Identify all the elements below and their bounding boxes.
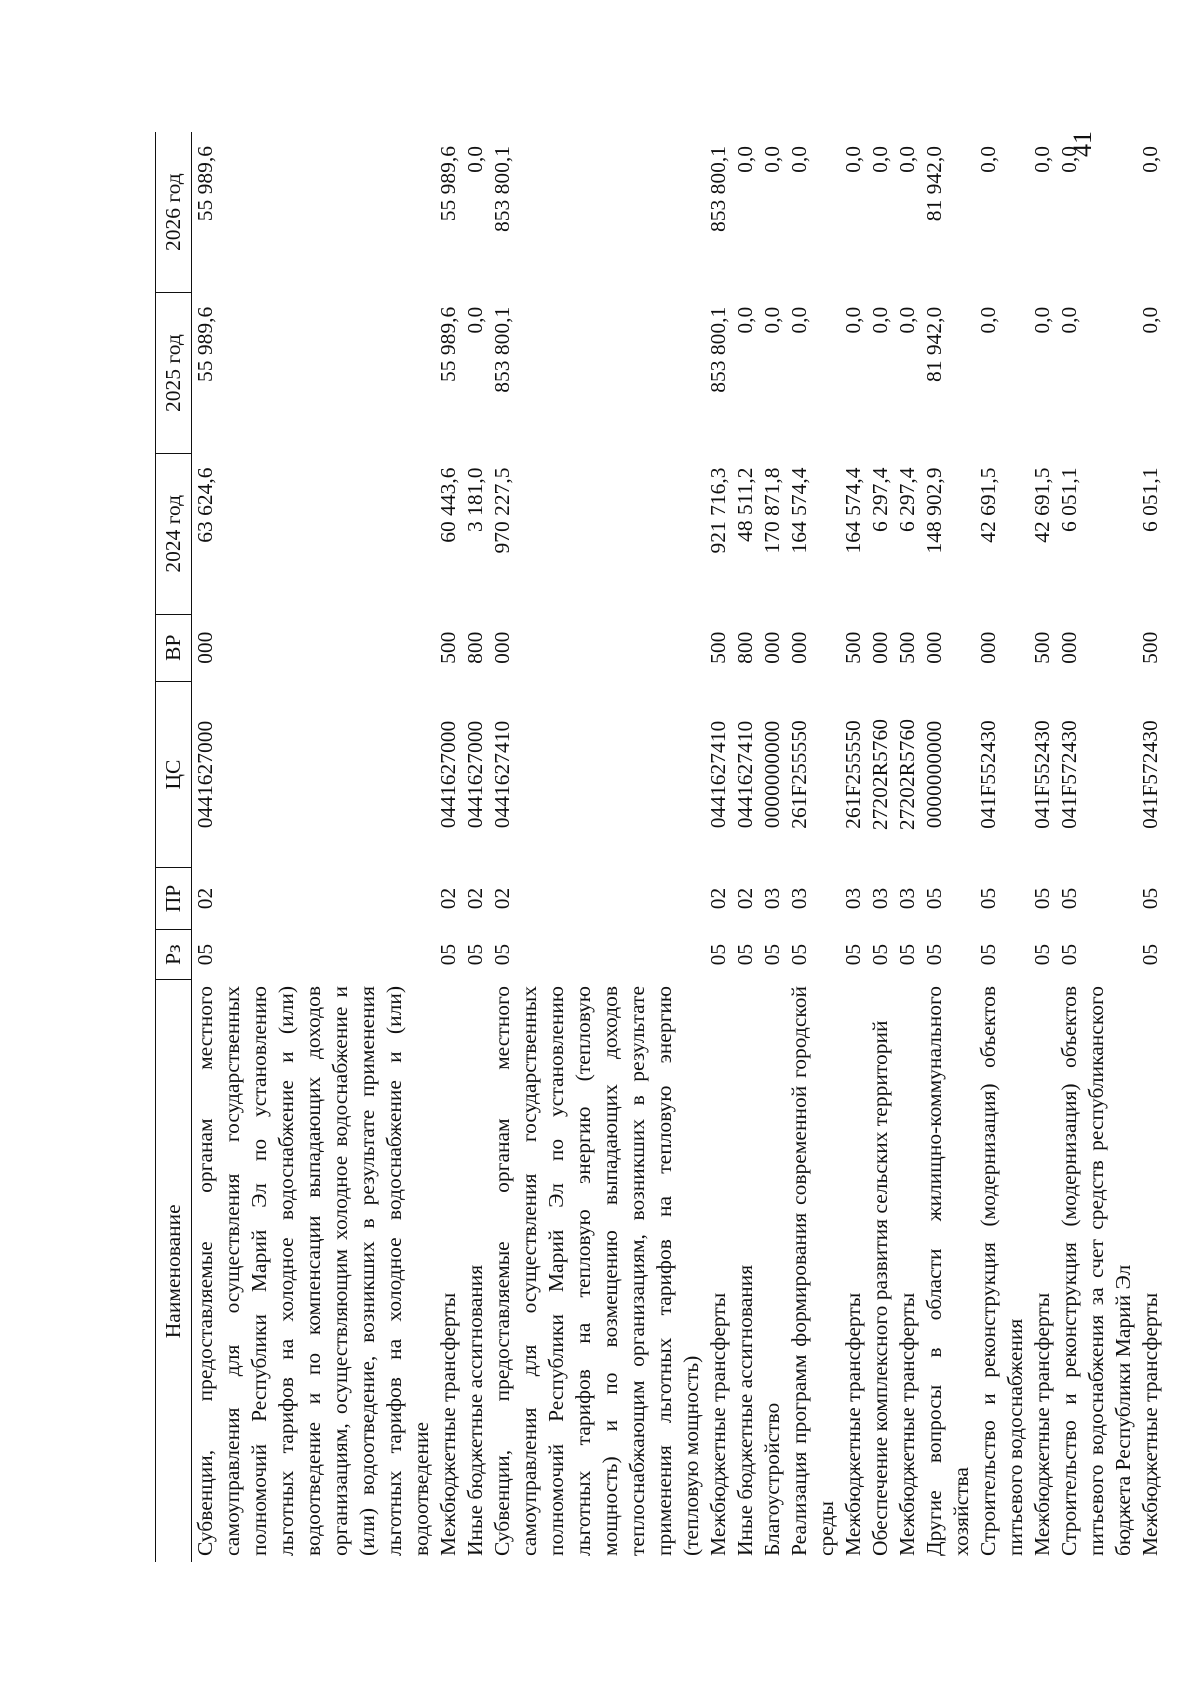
- cell-rz: 05: [1138, 943, 1162, 966]
- cell-name: Строительство и реконструкция (модернизация) объектов питьевого водоснабжения: [976, 986, 1027, 1556]
- cell-2026: 55 989,6: [436, 146, 460, 222]
- cell-pr: 02: [436, 887, 460, 910]
- table-row: [786, 132, 840, 1562]
- column-header-pr: ПР: [156, 868, 192, 929]
- cell-2025: 0,0: [760, 306, 784, 334]
- cell-2025: 0,0: [1030, 306, 1054, 334]
- cell-pr: 05: [1057, 887, 1081, 910]
- cell-rz: 05: [976, 943, 1000, 966]
- cell-2024: 42 691,5: [976, 467, 1000, 543]
- table-row: [489, 132, 705, 1562]
- cell-2026: 0,0: [760, 146, 784, 173]
- cell-2026: 0,0: [1030, 146, 1054, 173]
- cell-name: Межбюджетные трансферты: [1138, 1292, 1162, 1556]
- cell-cs: 0441627410: [706, 720, 730, 829]
- cell-pr: 02: [193, 887, 217, 910]
- cell-2024: 921 716,3: [706, 467, 730, 554]
- cell-vr: 000: [193, 631, 217, 664]
- cell-2025: 0,0: [1057, 306, 1081, 334]
- cell-2026: 0,0: [787, 146, 811, 173]
- cell-2024: 6 297,4: [895, 467, 919, 532]
- cell-2026: 0,0: [895, 146, 919, 173]
- cell-vr: 500: [841, 631, 865, 664]
- cell-2024: 42 691,5: [1030, 467, 1054, 543]
- cell-pr: 02: [490, 887, 514, 910]
- cell-cs: 041F552430: [976, 720, 1000, 829]
- cell-2026: 0,0: [1057, 146, 1081, 173]
- cell-pr: 03: [868, 887, 892, 910]
- cell-2024: 6 051,1: [1138, 467, 1162, 532]
- table-header-row: [156, 132, 192, 1562]
- cell-pr: 02: [463, 887, 487, 910]
- cell-rz: 05: [463, 943, 487, 966]
- cell-pr: 03: [841, 887, 865, 910]
- cell-vr: 000: [1057, 631, 1081, 664]
- table-row: [840, 132, 867, 1562]
- cell-2025: 0,0: [1138, 306, 1162, 334]
- cell-2024: 60 443,6: [436, 467, 460, 543]
- cell-2025: 81 942,0: [922, 306, 946, 382]
- cell-vr: 500: [706, 631, 730, 664]
- cell-cs: 0441627000: [193, 720, 217, 829]
- cell-name: Субвенции, предоставляемые органам местного самоуправления для осуществления государственных полномочий Республики Марий Эл по установлению льготных тарифов на тепловую энергию (тепловую мощность) и по возмещению выпадающих доходов теплоснабжающим организациям, возникших в результате применения льготных тарифов на тепловую энергию (тепловую мощность): [490, 986, 703, 1556]
- cell-pr: 02: [706, 887, 730, 910]
- cell-rz: 05: [1057, 943, 1081, 966]
- cell-rz: 05: [787, 943, 811, 966]
- cell-rz: 05: [760, 943, 784, 966]
- cell-pr: 03: [895, 887, 919, 910]
- table-body: [192, 132, 1165, 1562]
- cell-name: Другие вопросы в области жилищно-коммунального хозяйства: [922, 986, 973, 1556]
- cell-rz: 05: [490, 943, 514, 966]
- cell-2024: 164 574,4: [841, 467, 865, 554]
- cell-vr: 800: [733, 631, 757, 664]
- table-row: [975, 132, 1029, 1562]
- cell-cs: 041F552430: [1030, 720, 1054, 829]
- cell-vr: 000: [976, 631, 1000, 664]
- cell-2024: 63 624,6: [193, 467, 217, 543]
- cell-pr: 05: [1030, 887, 1054, 910]
- cell-2025: 55 989,6: [436, 306, 460, 382]
- cell-2024: 6 297,4: [868, 467, 892, 532]
- column-header-2024: 2024 год: [156, 453, 192, 614]
- cell-vr: 500: [436, 631, 460, 664]
- cell-pr: 02: [733, 887, 757, 910]
- cell-2026: 81 942,0: [922, 146, 946, 222]
- cell-vr: 000: [922, 631, 946, 664]
- cell-vr: 000: [490, 631, 514, 664]
- cell-pr: 03: [760, 887, 784, 910]
- cell-2024: 164 574,4: [787, 467, 811, 554]
- cell-name: Межбюджетные трансферты: [841, 1292, 865, 1556]
- cell-vr: 000: [787, 631, 811, 664]
- cell-rz: 05: [922, 943, 946, 966]
- cell-cs: 261F255550: [841, 720, 865, 829]
- cell-rz: 05: [436, 943, 460, 966]
- cell-vr: 000: [868, 631, 892, 664]
- column-header-name: Наименование: [156, 980, 192, 1562]
- cell-2026: 0,0: [868, 146, 892, 173]
- cell-pr: 05: [1138, 887, 1162, 910]
- cell-2024: 970 227,5: [490, 467, 514, 554]
- cell-rz: 05: [841, 943, 865, 966]
- table-row: [732, 132, 759, 1562]
- cell-rz: 05: [193, 943, 217, 966]
- cell-rz: 05: [895, 943, 919, 966]
- table-row: [192, 132, 436, 1562]
- cell-cs: 261F255550: [787, 720, 811, 829]
- cell-cs: 0000000000: [760, 720, 784, 829]
- cell-pr: 05: [976, 887, 1000, 910]
- cell-vr: 500: [1030, 631, 1054, 664]
- cell-name: Иные бюджетные ассигнования: [733, 1264, 757, 1556]
- cell-2025: 0,0: [733, 306, 757, 334]
- cell-cs: 0441627000: [463, 720, 487, 829]
- cell-name: Межбюджетные трансферты: [895, 1292, 919, 1556]
- cell-2026: 0,0: [1138, 146, 1162, 173]
- cell-2026: 853 800,1: [706, 146, 730, 232]
- cell-2025: 853 800,1: [706, 306, 730, 393]
- cell-rz: 05: [868, 943, 892, 966]
- cell-2025: 0,0: [787, 306, 811, 334]
- page-number: 41: [1068, 131, 1097, 157]
- cell-2025: 0,0: [841, 306, 865, 334]
- cell-2025: 0,0: [976, 306, 1000, 334]
- cell-2026: 55 989,6: [193, 146, 217, 222]
- cell-vr: 500: [1138, 631, 1162, 664]
- cell-2025: 0,0: [463, 306, 487, 334]
- table-row: [1029, 132, 1056, 1562]
- cell-2026: 0,0: [976, 146, 1000, 173]
- cell-name: Межбюджетные трансферты: [706, 1292, 730, 1556]
- cell-name: Межбюджетные трансферты: [1030, 1292, 1054, 1556]
- cell-2026: 0,0: [463, 146, 487, 173]
- table-row: [705, 132, 732, 1562]
- cell-name: Реализация программ формирования современной городской среды: [787, 986, 838, 1556]
- cell-2024: 6 051,1: [1057, 467, 1081, 532]
- cell-rz: 05: [733, 943, 757, 966]
- cell-cs: 0441627410: [490, 720, 514, 829]
- cell-2026: 0,0: [733, 146, 757, 173]
- cell-rz: 05: [706, 943, 730, 966]
- cell-cs: 0000000000: [922, 720, 946, 829]
- table-row: [1056, 132, 1137, 1562]
- cell-2026: 0,0: [841, 146, 865, 173]
- table-row: [921, 132, 975, 1562]
- cell-name: Иные бюджетные ассигнования: [463, 1264, 487, 1556]
- table-row: [759, 132, 786, 1562]
- cell-name: Благоустройство: [760, 1402, 784, 1556]
- column-header-2026: 2026 год: [156, 132, 192, 293]
- cell-name: Межбюджетные трансферты: [436, 1292, 460, 1556]
- cell-2025: 853 800,1: [490, 306, 514, 393]
- table-row: [462, 132, 489, 1562]
- table-row: [894, 132, 921, 1562]
- table-row: [1137, 132, 1164, 1562]
- column-header-vr: ВР: [156, 614, 192, 681]
- cell-name: Субвенции, предоставляемые органам местного самоуправления для осуществления государственных полномочий Республики Марий Эл по установлению льготных тарифов на холодное водоснабжение и (или) водоотведение и по компенсации выпадающих доходов организациям, осуществляющим холодное водоснабжение и (или) водоотведение, возникших в результате применения льготных тарифов на холодное водоснабжение и (или) водоотведение: [193, 986, 433, 1556]
- cell-2025: 0,0: [868, 306, 892, 334]
- cell-cs: 27202R5760: [895, 719, 919, 831]
- cell-rz: 05: [1030, 943, 1054, 966]
- cell-2025: 0,0: [895, 306, 919, 334]
- column-header-rz: Рз: [156, 929, 192, 980]
- table-row: [435, 132, 462, 1562]
- cell-2024: 3 181,0: [463, 467, 487, 532]
- cell-2024: 48 511,2: [733, 467, 757, 542]
- cell-name: Строительство и реконструкция (модернизация) объектов питьевого водоснабжения за счет средств республиканского бюджета Республики Марий Эл: [1057, 986, 1135, 1556]
- cell-2026: 853 800,1: [490, 146, 514, 232]
- cell-cs: 041F572430: [1057, 720, 1081, 829]
- cell-2025: 55 989,6: [193, 306, 217, 382]
- budget-table: [155, 132, 1164, 1562]
- cell-pr: 05: [922, 887, 946, 910]
- cell-cs: 0441627000: [436, 720, 460, 829]
- column-header-2025: 2025 год: [156, 293, 192, 454]
- column-header-cs: ЦС: [156, 681, 192, 868]
- cell-vr: 500: [895, 631, 919, 664]
- cell-name: Обеспечение комплексного развития сельских территорий: [868, 1020, 892, 1556]
- cell-pr: 03: [787, 887, 811, 910]
- cell-cs: 041F572430: [1138, 720, 1162, 829]
- cell-vr: 000: [760, 631, 784, 664]
- cell-vr: 800: [463, 631, 487, 664]
- cell-cs: 27202R5760: [868, 719, 892, 831]
- table-row: [867, 132, 894, 1562]
- cell-2024: 148 902,9: [922, 467, 946, 554]
- cell-2024: 170 871,8: [760, 467, 784, 554]
- cell-cs: 0441627410: [733, 720, 757, 829]
